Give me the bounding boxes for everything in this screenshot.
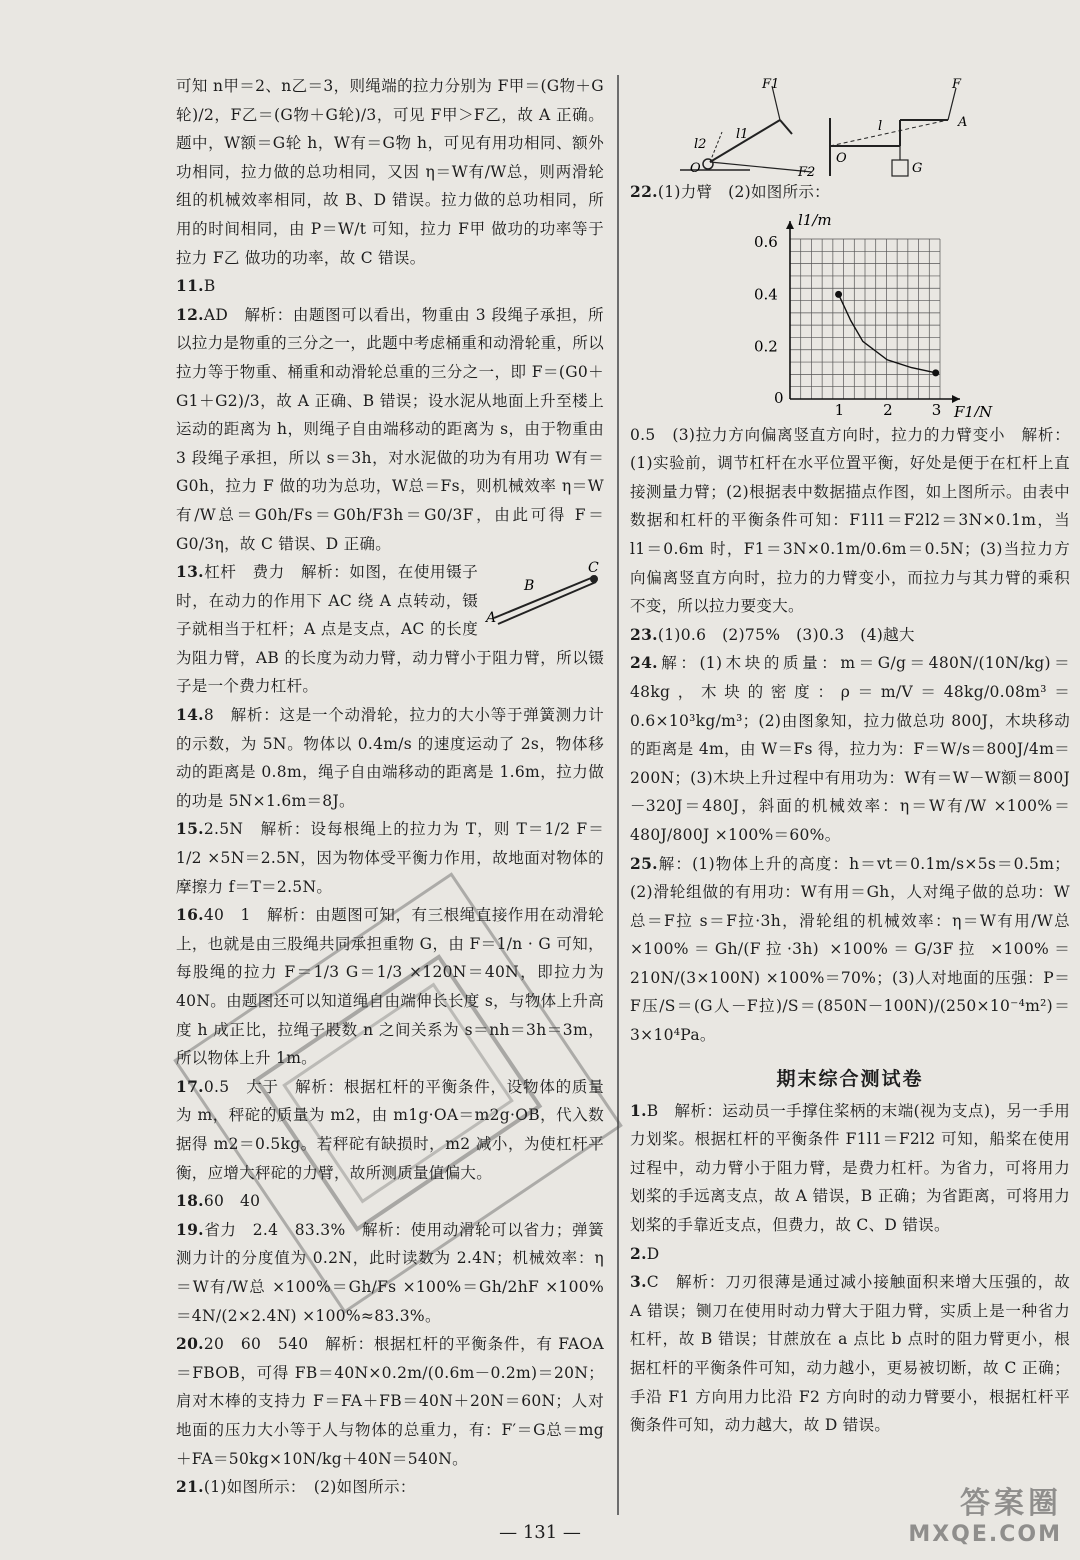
answer-number: 3.: [630, 1272, 647, 1292]
label-l2: l2: [694, 137, 707, 152]
answer-text: 40 1 解析：由题图可知，有三根绳直接作用在动滑轮上，也就是由三股绳共同承担重物 G，由 F＝1/n · G 可知，每股绳的拉力 F＝1/3 G＝1/3 ×120N＝40N，即拉力为 40N。由题图还可以知道绳自由端伸长长度 s，与物体上升高度 h 成正比，拉绳子股数 n 之间关系为 s＝nh＝3h＝3m，所以物体上升 1m。: [176, 906, 604, 1068]
y-axis-arrow: [786, 221, 794, 229]
y-axis-label: l1/m: [798, 210, 832, 229]
y-tick-label: 0.4: [754, 284, 778, 303]
answer-number: 1.: [630, 1100, 647, 1120]
answer-number: 16.: [176, 905, 204, 925]
x-tick-label: 0: [774, 388, 784, 407]
answer-25: [630, 850, 1070, 1050]
lever-diagrams-21: [630, 68, 1070, 178]
answer-text: (1)力臂 (2)如图所示：: [657, 183, 830, 201]
label-b: B: [524, 578, 535, 595]
answer-22: [630, 178, 1070, 207]
answer-number: 12.: [176, 304, 204, 324]
final-answer-3: [630, 1268, 1070, 1440]
final-answer-1: [630, 1097, 1070, 1240]
label-f2: F2: [798, 165, 816, 178]
answer-continued: 可知 n甲＝2、n乙＝3，则绳端的拉力分别为 F甲＝(G物＋G轮)/2，F乙＝(G物＋G轮)/3，可见 F甲＞F乙，故 A 正确。题中，W额＝G轮 h，W有＝G物 h，可见有用功相同、额外功相同，拉力做的总功相同，又因 η＝W有/W总，则两滑轮组的机械效率相同，故 B、D 错误。拉力做的总功相同，所用的时间相同，由 P＝W/t 可知，拉力 F甲 做功的功率等于拉力 F乙 做功的功率，故 C 错误。: [176, 77, 604, 267]
answer-text: (1)如图所示： (2)如图所示：: [203, 1478, 416, 1497]
answer-15: [176, 815, 604, 901]
answer-number: 18.: [176, 1191, 204, 1211]
answer-text: 解：(1)物体上升的高度：h＝vt＝0.1m/s×5s＝0.5m；(2)滑轮组做的有用功：W有用＝Gh，人对绳子做的总功：W总＝F拉 s＝F拉·3h，滑轮组的机械效率：η＝W有用/W总 ×100%＝Gh/(F拉·3h) ×100%＝G/3F拉 ×100%＝210N/(3×100N) ×100%＝70%；(3)人对地面的压强：P＝F压/S＝(G人－F拉)/S＝(850N－100N)/(250×10⁻⁴m²)＝3×10⁴Pa。: [630, 854, 1070, 1045]
answer-24: [630, 649, 1070, 849]
answer-number: 25.: [630, 853, 658, 873]
label-o2: O: [836, 151, 847, 166]
answer-text: D: [646, 1244, 660, 1263]
answer-12: [176, 301, 604, 558]
left-column: [176, 72, 604, 1502]
answer-number: 19.: [176, 1219, 204, 1239]
watermark-title: 答案圈: [960, 1486, 1062, 1521]
series-curve: [839, 294, 936, 372]
site-watermark: [908, 1478, 1062, 1547]
answer-text: 20 60 540 解析：根据杠杆的平衡条件，有 FAOA＝FBOB，可得 FB＝40N×0.2m/(0.6m－0.2m)＝20N；肩对木棒的支持力 F＝FA＋FB＝40N＋20N＝60N；人对地面的压力大小等于人与物体的总重力，有：F′＝G总＝mg＋FA＝50kg×10N/kg＋40N＝540N。: [176, 1335, 604, 1468]
answer-number: 21.: [176, 1477, 204, 1497]
data-point: [932, 369, 939, 376]
watermark-url: MXQE.COM: [908, 1522, 1062, 1547]
label-f1: F1: [762, 77, 780, 92]
answer-number: 14.: [176, 705, 204, 725]
answer-20: [176, 1330, 604, 1473]
label-a: A: [486, 610, 497, 627]
answer-number: 15.: [176, 819, 204, 839]
answer-number: 22.: [630, 182, 658, 201]
answer-number: 13.: [176, 562, 204, 582]
answer-text: 0.5 大于 解析：根据杠杆的平衡条件，设物体的质量为 m，秤砣的质量为 m2，由 m1g·OA＝m2g·OB，代入数据得 m2＝0.5kg。若秤砣有缺损时，m2 减小，为使杠杆平衡，应增大秤砣的力臂，故所测质量值偏大。: [176, 1077, 604, 1182]
answer-text: 8 解析：这是一个动滑轮，拉力的大小等于弹簧测力计的示数，为 5N。物体以 0.4m/s 的速度运动了 2s，物体移动的距离是 0.8m，绳子自由端移动的距离是 1.6m，拉力做的功是 5N×1.6m＝8J。: [176, 706, 604, 810]
answer-text: 60 40: [203, 1192, 261, 1211]
answer-14: [176, 701, 604, 815]
label-f: F: [952, 77, 962, 92]
column-divider: [617, 75, 619, 1515]
answer-21: [176, 1473, 604, 1502]
y-tick-label: 0.6: [754, 232, 778, 251]
chart-svg: [630, 209, 1070, 417]
x-tick-label: 3: [931, 400, 942, 417]
answer-text: (1)0.6 (2)75% (3)0.3 (4)越大: [657, 625, 915, 644]
label-g: G: [912, 161, 923, 176]
x-tick-label: 2: [883, 400, 893, 417]
page-number: — 131 —: [499, 1522, 581, 1543]
label-o1: O: [690, 161, 701, 176]
answer-number: 17.: [176, 1076, 204, 1096]
answer-text: 杠杆 费力 解析：如图，在使用镊子时，在动力的作用下 AC 绕 A 点转动，镊子就相当于杠杆；A 点是支点，AC 的长度为阻力臂，AB 的长度为动力臂，动力臂小于阻力臂，所以镊子是一个费力杠杆。: [176, 563, 604, 696]
answer-number: 20.: [176, 1334, 204, 1354]
answer-23: [630, 621, 1070, 650]
x-axis-arrow: [952, 395, 960, 403]
answer-text: 2.5N 解析：设每根绳上的拉力为 T，则 T＝1/2 F＝1/2 ×5N＝2.5N，因为物体受平衡力作用，故地面对物体的摩擦力 f＝T＝2.5N。: [176, 820, 604, 896]
right-column: [630, 72, 1070, 1440]
answer-text: 解：(1)木块的质量：m＝G/g＝480N/(10N/kg)＝48kg，木块的密度：ρ＝m/V＝48kg/0.08m³＝0.6×10³kg/m³；(2)由图象知，拉力做总功 800J，木块移动的距离是 4m，由 W＝Fs 得，拉力为：F＝W/s＝800J/4m＝200N；(3)木块上升过程中有用功为：W有＝W－W额＝800J－320J＝480J，斜面的机械效率：η＝W有/W ×100%＝480J/800J ×100%＝60%。: [630, 654, 1070, 844]
label-c: C: [588, 560, 600, 577]
stamp-graphic: [243, 943, 554, 1243]
answer-13: [176, 558, 604, 701]
section-title: 期末综合测试卷: [776, 1067, 924, 1090]
x-axis-label: F1/N: [954, 402, 993, 417]
answer-text: B: [203, 277, 216, 296]
final-answer-2: [630, 1240, 1070, 1269]
label-l1: l1: [736, 127, 749, 142]
answer-number: 23.: [630, 624, 658, 644]
graph-l1-vs-f1: [630, 209, 1070, 417]
tweezers-figure: [484, 560, 604, 628]
answer-text: B 解析：运动员一手撑住桨柄的末端(视为支点)，另一手用力划桨。根据杠杆的平衡条件 F1l1＝F2l2 可知，船桨在使用过程中，动力臂小于阻力臂，是费力杠杆。为省力，可将用力划桨的手远离支点，故 A 错误，B 正确；为省距离，可将用力划桨的手靠近支点，但费力，故 C、D 错误。: [630, 1101, 1070, 1235]
y-tick-label: 0.2: [754, 337, 778, 356]
answer-11: [176, 272, 604, 301]
label-a: A: [958, 115, 968, 130]
data-point: [835, 290, 842, 297]
answer-text: C 解析：刀刃很薄是通过减小接触面积来增大压强的，故 A 错误；铡刀在使用时动力臂大于阻力臂，实质上是一种省力杠杆，故 B 错误；甘蔗放在 a 点比 b 点时的阻力臂更小，根据杠杆的平衡条件可知，动力越小，更易被切断，故 C 正确；手沿 F1 方向用力比沿 F2 方向时的动力臂要小，根据杠杆平衡条件可知，动力越大，故 D 错误。: [630, 1273, 1070, 1435]
answer-number: 24.: [630, 653, 658, 673]
label-l: l: [878, 119, 883, 134]
answer-number: 11.: [176, 276, 204, 296]
answer-text: AD 解析：由题图可以看出，物重由 3 段绳子承担，所以拉力是物重的三分之一，此题中考虑桶重和动滑轮重，所以拉力等于物重、桶重和动滑轮总重的三分之一，即 F＝(G0＋G1＋G2)/3，故 A 正确、B 错误；设水泥从地面上升至楼上运动的距离为 h，则绳子自由端移动的距离为 s，由于物重由 3 段绳子承担，所以 s＝3h，对水泥做的功为有用功 W有＝G0h，拉力 F 做的功为总功，W总＝Fs，则机械效率 η＝W有/W总＝G0h/Fs＝G0h/F3h＝G0/3F，由此可得 F＝G0/3η，故 C 错误、D 正确。: [176, 305, 604, 553]
lever-diagrams-svg: [630, 68, 1070, 178]
answer-22-continued: 0.5 (3)拉力方向偏离竖直方向时，拉力的力臂变小 解析：(1)实验前，调节杠杆在水平位置平衡，好处是便于在杠杆上直接测量力臂；(2)根据表中数据描点作图，如上图所示。由表中数据和杠杆的平衡条件可知：F1l1＝F2l2＝3N×0.1m，当 l1＝0.6m 时，F1＝3N×0.1m/0.6m＝0.5N；(3)当拉力方向偏离竖直方向时，拉力的力臂变小，而拉力与其力臂的乘积不变，所以拉力要变大。: [630, 425, 1070, 616]
answer-number: 2.: [630, 1243, 647, 1263]
answer-text: 省力 2.4 83.3% 解析：使用动滑轮可以省力；弹簧测力计的分度值为 0.2N，此时读数为 2.4N；机械效率：η＝W有/W总 ×100%＝Gh/Fs ×100%＝Gh/2hF ×100%＝4N/(2×2.4N) ×100%≈83.3%。: [176, 1220, 604, 1325]
x-tick-label: 1: [834, 400, 845, 417]
